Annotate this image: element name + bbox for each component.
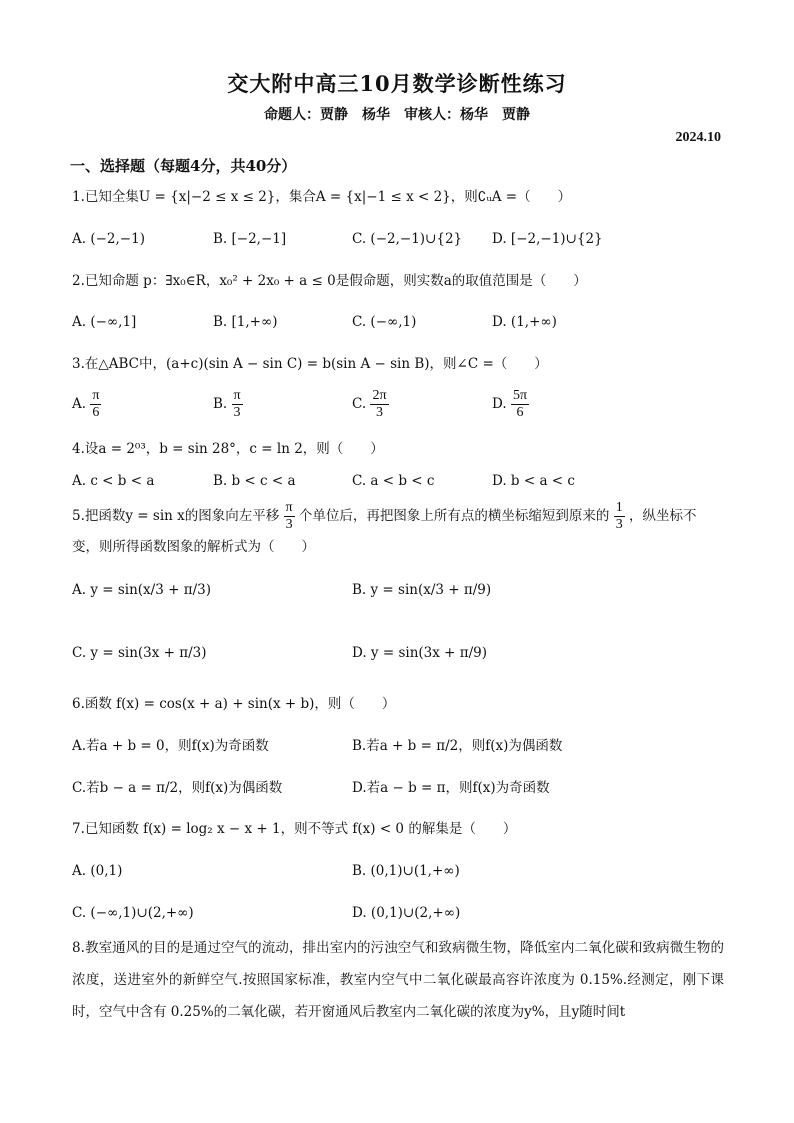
question-4-stem: 4.设a = 2⁰³，b = sin 28°，c = ln 2，则（ ） xyxy=(72,441,384,457)
fraction-numerator: 2π xyxy=(372,388,387,403)
question-3-option-c xyxy=(352,388,389,421)
fraction-numerator: π xyxy=(285,500,293,515)
question-2-option-d: D. (1,+∞) xyxy=(492,314,557,330)
option-label: D. xyxy=(492,396,507,412)
question-6-option-a: A.若a + b = 0，则f(x)为奇函数 xyxy=(72,738,269,754)
section-heading: 一、选择题（每题4分，共40分） xyxy=(70,157,297,175)
question-3-option-d xyxy=(492,388,529,421)
fraction-denominator: 3 xyxy=(233,405,241,420)
fraction xyxy=(284,500,295,533)
question-2-option-b: B. [1,+∞) xyxy=(213,314,278,330)
date-label: 2024.10 xyxy=(675,130,721,145)
page-title: 交大附中高三10月数学诊断性练习 xyxy=(227,71,567,96)
fraction-denominator: 3 xyxy=(285,517,293,532)
fraction-numerator: π xyxy=(233,388,241,403)
question-4-option-a: A. c < b < a xyxy=(72,473,155,489)
question-4-option-b: B. b < c < a xyxy=(213,473,296,489)
question-5-option-a: A. y = sin(x/3 + π/3) xyxy=(72,582,211,598)
question-5-stem-line-1 xyxy=(72,500,697,533)
fraction-numerator: 5π xyxy=(512,388,528,403)
stem-text: ，纵坐标不 xyxy=(629,508,697,524)
question-3-option-b xyxy=(213,388,243,421)
question-3-option-a xyxy=(72,388,101,421)
stem-text: 5.把函数y = sin x的图象向左平移 xyxy=(72,508,280,524)
question-7-option-a: A. (0,1) xyxy=(72,863,123,879)
option-label: A. xyxy=(72,396,87,412)
question-2-option-a: A. (−∞,1] xyxy=(72,314,137,330)
fraction xyxy=(90,388,101,421)
question-6-stem: 6.函数 f(x) = cos(x + a) + sin(x + b)，则（ ） xyxy=(72,696,396,712)
question-6-option-c: C.若b − a = π/2，则f(x)为偶函数 xyxy=(72,780,283,796)
question-5-option-b: B. y = sin(x/3 + π/9) xyxy=(352,582,492,598)
question-5-option-d: D. y = sin(3x + π/9) xyxy=(352,645,488,661)
fraction-denominator: 6 xyxy=(516,405,524,420)
question-7-option-c: C. (−∞,1)∪(2,+∞) xyxy=(72,905,194,921)
fraction-denominator: 6 xyxy=(92,405,100,420)
question-6-option-d: D.若a − b = π，则f(x)为奇函数 xyxy=(352,780,550,796)
question-7-option-b: B. (0,1)∪(1,+∞) xyxy=(352,863,460,879)
option-label: B. xyxy=(213,396,228,412)
stem-text: 个单位后，再把图象上所有点的横坐标缩短到原来的 xyxy=(298,508,610,524)
fraction-denominator: 3 xyxy=(375,405,383,420)
question-2-stem: 2.已知命题 p：∃x₀∈R，x₀² + 2x₀ + a ≤ 0是假命题，则实数a的取值范围是（ ） xyxy=(72,273,587,289)
fraction-numerator: π xyxy=(92,388,100,403)
question-8-text: 8.教室通风的目的是通过空气的流动，排出室内的污浊空气和致病微生物，降低室内二氧化碳和致病微生物的浓度，送进室外的新鲜空气.按照国家标准，教室内空气中二氧化碳最高容许浓度为 0.15%.经测定，刚下课时，空气中含有 0.25%的二氧化碳，若开窗通风后教室内二氧化碳的浓度为y%，且y随时间t xyxy=(72,940,724,1020)
question-7-option-d: D. (0,1)∪(2,+∞) xyxy=(352,905,461,921)
fraction xyxy=(614,500,625,533)
question-5-stem-line-2: 变，则所得函数图象的解析式为（ ） xyxy=(72,539,315,555)
question-5-option-c: C. y = sin(3x + π/3) xyxy=(72,645,207,661)
fraction xyxy=(370,388,388,421)
fraction-denominator: 3 xyxy=(615,517,623,532)
question-1-option-a: A. (−2,−1) xyxy=(72,231,145,247)
question-7-stem: 7.已知函数 f(x) = log₂ x − x + 1，则不等式 f(x) < 0 的解集是（ ） xyxy=(72,821,517,837)
authors-line: 命题人：贾静 杨华 审核人：杨华 贾静 xyxy=(264,107,530,123)
question-1-option-b: B. [−2,−1] xyxy=(213,231,287,247)
question-6-option-b: B.若a + b = π/2，则f(x)为偶函数 xyxy=(352,738,563,754)
option-label: C. xyxy=(352,396,367,412)
fraction xyxy=(232,388,243,421)
question-1-option-c: C. (−2,−1)∪{2} xyxy=(352,231,463,247)
question-4-option-d: D. b < a < c xyxy=(492,473,575,489)
question-2-option-c: C. (−∞,1) xyxy=(352,314,417,330)
fraction xyxy=(511,388,529,421)
question-1-option-d: D. [−2,−1)∪{2} xyxy=(492,231,603,247)
question-4-option-c: C. a < b < c xyxy=(352,473,435,489)
question-1-stem: 1.已知全集U = {x|−2 ≤ x ≤ 2}，集合A = {x|−1 ≤ x < 2}，则∁ᵤA =（ ） xyxy=(72,189,572,205)
question-3-stem: 3.在△ABC中，(a+c)(sin A − sin C) = b(sin A − sin B)，则∠C =（ ） xyxy=(72,356,548,372)
fraction-numerator: 1 xyxy=(615,500,623,515)
